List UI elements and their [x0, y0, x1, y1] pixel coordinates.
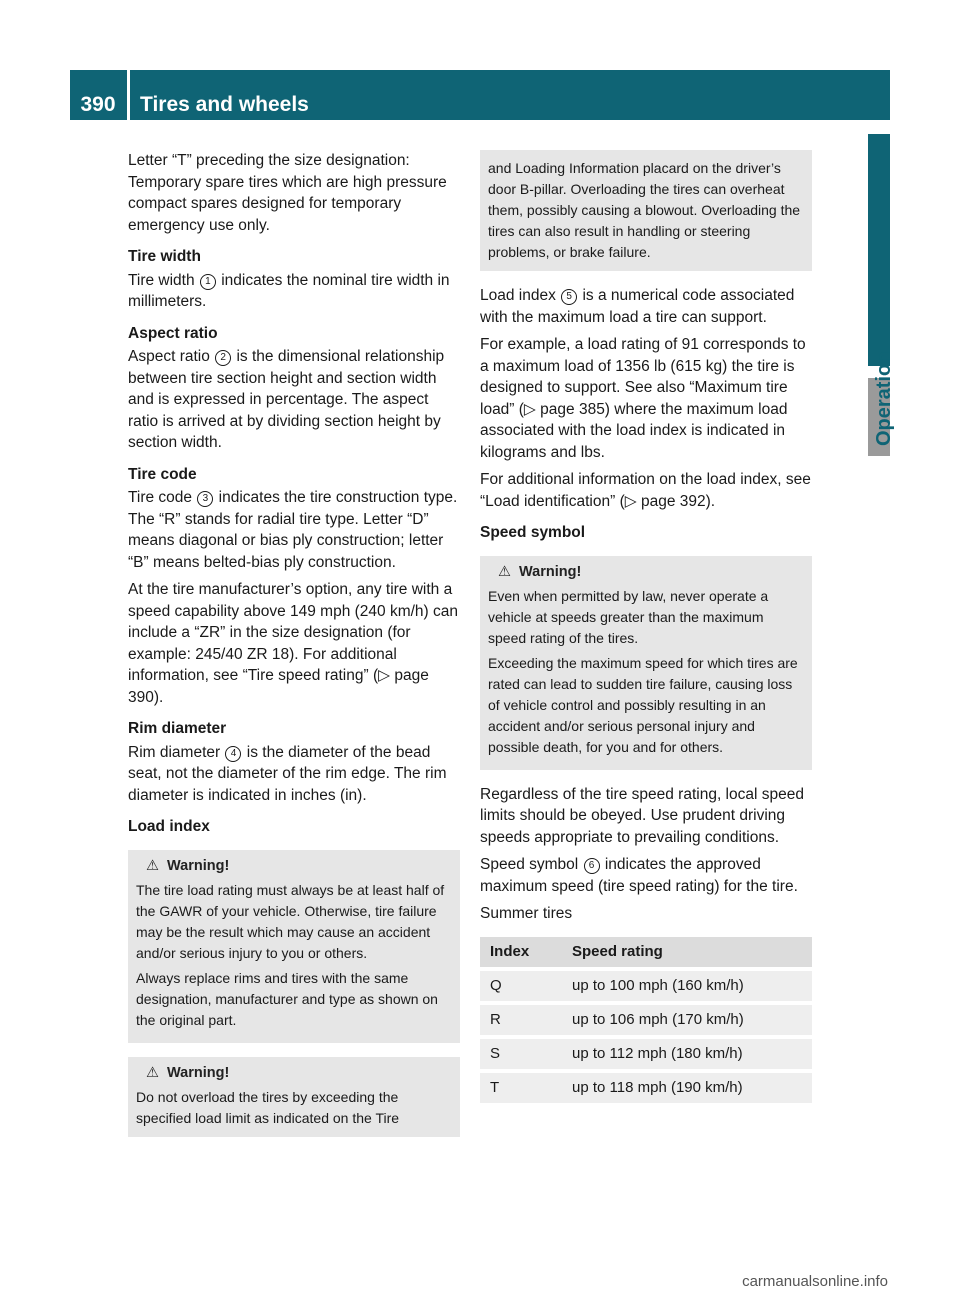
page-number: 390 [80, 93, 116, 116]
summer-tires-label: Summer tires [480, 905, 573, 922]
table-cell-speed: up to 118 mph (190 km/h) [562, 1073, 812, 1103]
callout-2-icon: 2 [215, 350, 231, 366]
callout-1-icon: 1 [200, 274, 216, 290]
table-header-row [480, 937, 812, 967]
warning-title-text: Warning! [167, 1064, 230, 1081]
footer-watermark: carmanualsonline.info [742, 1273, 888, 1290]
tire-code-section [128, 464, 460, 709]
warning-title [136, 1063, 452, 1083]
speed-symbol-text [480, 854, 812, 897]
speed-symbol-heading: Speed symbol [480, 524, 586, 541]
speed-symbol-pre: Speed symbol [480, 856, 579, 873]
speed-para1: Regardless of the tire speed rating, local speed limits should be obeyed. Use prudent driving speeds appropriate to prevailing conditions. [480, 785, 804, 846]
warning-text: and Loading Information placard on the driver’s door B-pillar. Overloading the tires can overheat them, possibly causing a blowout. Overloading the tires can also result in handling or steering problems, or brake failure. [488, 160, 801, 260]
warning-text: Always replace rims and tires with the same designation, manufacturer and type as shown on the original part. [136, 969, 438, 1028]
load-index-text [480, 285, 812, 328]
warning-title-text: Warning! [519, 563, 582, 580]
load-index-section [128, 816, 460, 838]
table-cell-index: T [480, 1073, 562, 1103]
tire-code-post: indicates the tire construction type. The “R” stands for radial tire type. Letter “D” means diagonal or bias ply construction; letter “B” means belted-bias ply construction. [128, 489, 458, 571]
column-header-index: Index [480, 937, 562, 967]
table-cell-speed: up to 112 mph (180 km/h) [562, 1039, 812, 1069]
table-row [480, 1005, 812, 1035]
warning-text: Do not overload the tires by exceeding the specified load limit as indicated on the Tire [136, 1088, 400, 1126]
warning-text: Exceeding the maximum speed for which tires are rated can lead to sudden tire failure, causing loss of vehicle control and possibly resulting in an accident and/or serious personal injury and possible death, for you and for others. [488, 654, 798, 755]
callout-6-icon: 6 [584, 858, 600, 874]
speed-symbol-post: indicates the approved maximum speed (tire speed rating) for the tire. [480, 856, 798, 895]
left-column [128, 150, 460, 1137]
warning-title [488, 562, 804, 582]
warning-box-overload [128, 1057, 460, 1137]
tire-code-pre: Tire code [128, 489, 193, 506]
table-row [480, 1073, 812, 1103]
aspect-ratio-text [128, 346, 460, 454]
table-cell-speed: up to 106 mph (170 km/h) [562, 1005, 812, 1035]
tire-width-heading: Tire width [128, 248, 201, 265]
warning-triangle-icon: ⚠ [146, 857, 159, 874]
callout-3-icon: 3 [197, 491, 213, 507]
aspect-ratio-pre: Aspect ratio [128, 348, 210, 365]
load-index-post: is a numerical code associated with the maximum load a tire can support. [480, 287, 795, 326]
load-index-para2: For example, a load rating of 91 corresponds to a maximum load of 1356 lb (615 kg) the tire is designed to support. See also “Maximum tire load” (▷ page 385) where the maximum load associated with the load index is indicated in kilograms and lbs. [480, 336, 806, 461]
column-header-speed-rating: Speed rating [562, 937, 812, 967]
load-index-pre: Load index [480, 287, 556, 304]
table-row [480, 971, 812, 1001]
tire-code-heading: Tire code [128, 465, 197, 483]
rim-diameter-post: is the diameter of the bead seat, not the diameter of the rim edge. The rim diameter is indicated in inches (in). [128, 743, 447, 804]
rim-diameter-heading: Rim diameter [128, 720, 227, 737]
warning-triangle-icon: ⚠ [498, 563, 511, 580]
rim-diameter-text [128, 742, 460, 807]
warning-title [136, 856, 452, 876]
table-cell-speed: up to 100 mph (160 km/h) [562, 971, 812, 1001]
table-cell-index: S [480, 1039, 562, 1069]
rim-diameter-pre: Rim diameter [128, 743, 221, 761]
tire-code-text [128, 487, 460, 573]
tire-width-pre: Tire width [128, 271, 195, 289]
callout-4-icon: 4 [225, 746, 241, 762]
table-cell-index: Q [480, 971, 562, 1001]
warning-box-speed [480, 556, 812, 770]
callout-5-icon: 5 [561, 289, 577, 305]
tire-width-text [128, 270, 460, 313]
intro-paragraph: Letter “T” preceding the size designation: Temporary spare tires which are high pressure compact spares designed for temporary emergency use only. [128, 152, 447, 234]
load-index-heading: Load index [128, 818, 210, 835]
speed-symbol-section [480, 522, 812, 544]
table-cell-index: R [480, 1005, 562, 1035]
aspect-ratio-section [128, 323, 460, 454]
warning-text: The tire load rating must always be at least half of the GAWR of your vehicle. Otherwise, tire failure may be the result which may cause an accident and/or serious injury to you or others. [136, 881, 445, 961]
warning-triangle-icon: ⚠ [146, 1064, 159, 1081]
table-row [480, 1039, 812, 1069]
load-index-para3: For additional information on the load index, see “Load identification” (▷ page 392). [480, 471, 811, 510]
tire-width-section [128, 246, 460, 313]
tire-code-para2: At the tire manufacturer’s option, any tire with a speed capability above 149 mph (240 km/h) can include a “ZR” in the size designation (for example: 245/40 ZR 18). For additional information, see “Tire speed rating” (▷ page 390). [128, 581, 459, 706]
warning-box-load-rating [128, 850, 460, 1043]
aspect-ratio-post: is the dimensional relationship between tire section height and section width and is expressed in percentage. The aspect ratio is arrived at by dividing section height by section width. [128, 348, 445, 451]
page-title: Tires and wheels [140, 93, 309, 116]
warning-box-overload-continued [480, 150, 812, 271]
speed-rating-table [480, 933, 812, 1107]
right-column [480, 150, 812, 1107]
warning-text: Even when permitted by law, never operate a vehicle at speeds greater than the maximum speed rating of the tires. [488, 587, 769, 646]
tire-width-post: indicates the nominal tire width in millimeters. [128, 271, 450, 310]
rim-diameter-section [128, 718, 460, 806]
side-tab-label: Operation [873, 351, 895, 446]
warning-title-text: Warning! [167, 857, 230, 874]
header-divider [127, 70, 130, 120]
aspect-ratio-heading: Aspect ratio [128, 324, 218, 342]
